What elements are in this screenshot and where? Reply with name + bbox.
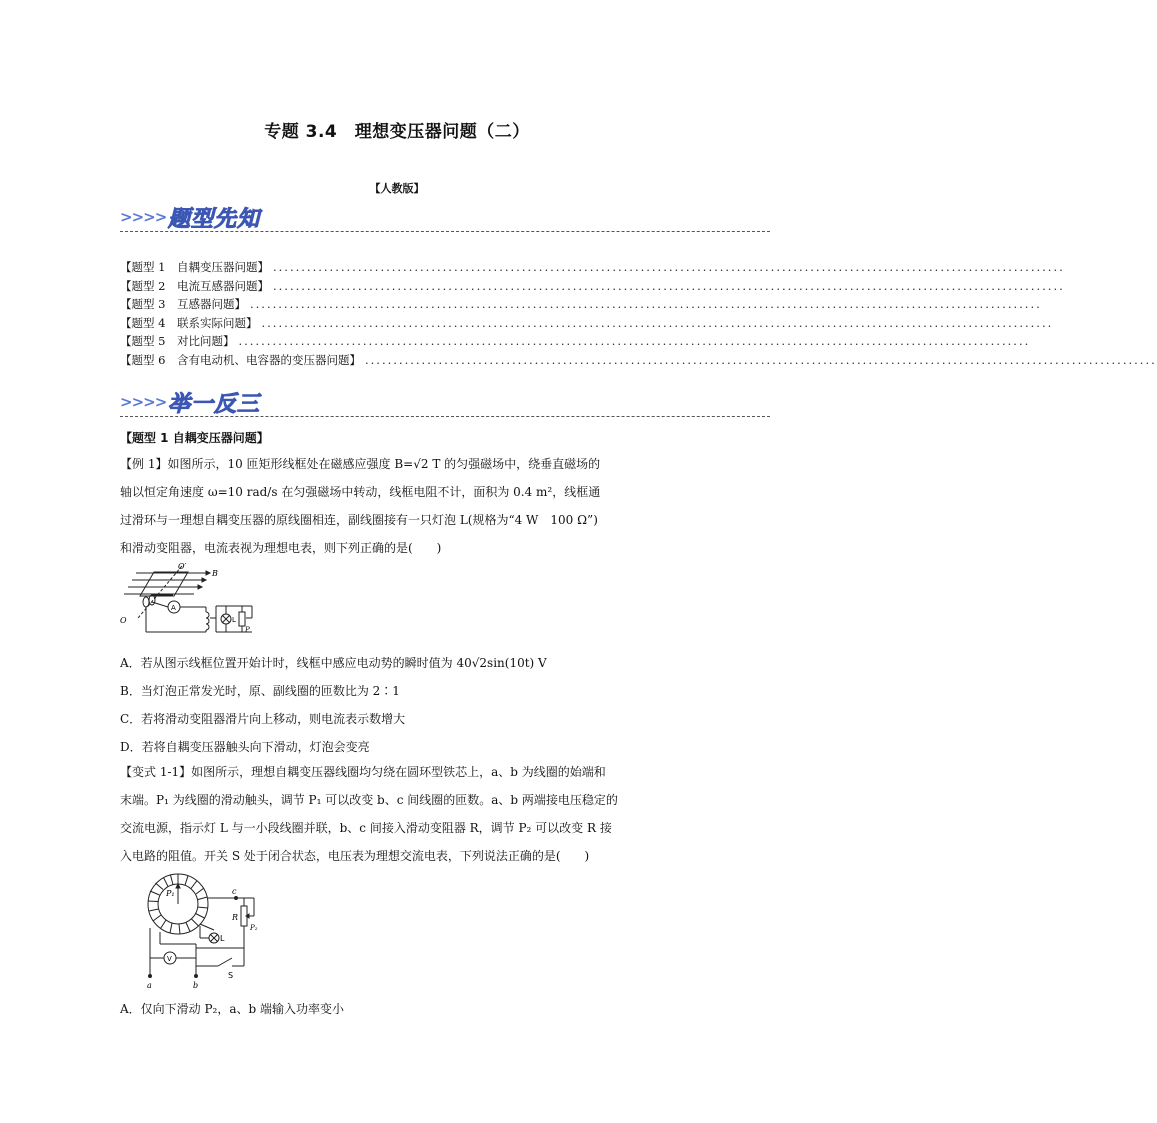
text-line: 入电路的阻值。开关 S 处于闭合状态，电压表为理想交流电表，下列说法正确的是( ) [120, 849, 590, 863]
text-line: 【变式 1-1】如图所示，理想自耦变压器线圈均匀绕在圆环型铁芯上，a、b 为线圈的始端和 [120, 765, 606, 779]
text-line: 【例 1】如图所示，10 匝矩形线框处在磁感应强度 B=√2 T 的匀强磁场中，绕垂直磁场的 [120, 457, 601, 471]
label-p2: P₂ [250, 924, 258, 932]
label-c: c [232, 887, 237, 896]
label-a: a [147, 981, 152, 990]
toc-item-label[interactable]: 【题型 4 联系实际问题】 [120, 315, 258, 330]
banner-arrows-icon: >>>> [120, 208, 167, 226]
option-d[interactable]: D．若将自耦变压器触头向下滑动，灯泡会变亮 [120, 740, 370, 754]
lamp-label: L [220, 934, 225, 943]
label-o-prime: O′ [178, 562, 187, 571]
edition-label: 【人教版】 [369, 182, 425, 195]
banner-arrows-icon: >>>> [120, 393, 167, 411]
toc-item-label[interactable]: 【题型 3 互感器问题】 [120, 297, 246, 312]
toc-item[interactable] [120, 278, 1065, 297]
option-c[interactable]: C．若将滑动变阻器滑片向上移动，则电流表示数增大 [120, 712, 406, 726]
toc-item-label[interactable]: 【题型 1 自耦变压器问题】 [120, 260, 269, 274]
label-r: R [232, 913, 239, 922]
label-b: b [193, 981, 199, 990]
page-title: 专题 3.4 理想变压器问题（二） [264, 122, 530, 142]
banner-divider [120, 416, 770, 417]
toc-item[interactable] [120, 352, 1157, 371]
toc-leader-dots: ............................................................................................................................................ [272, 278, 1065, 293]
label-p1: P₁ [166, 889, 175, 898]
table-of-contents [120, 259, 1157, 371]
banner-examples [120, 385, 770, 419]
banner-title: 题型先知 [168, 207, 261, 232]
example-1-text [120, 450, 680, 562]
banner-title: 举一反三 [168, 392, 261, 417]
toc-leader-dots: ............................................................................................................................................ [238, 334, 1031, 349]
lamp-label: L [232, 616, 236, 624]
toc-item-label[interactable]: 【题型 6 含有电动机、电容器的变压器问题】 [120, 352, 361, 367]
variant-1-1-text [120, 758, 680, 870]
banner-question-types [120, 200, 770, 234]
toc-item-label[interactable]: 【题型 5 对比问题】 [120, 334, 235, 349]
toc-leader-dots: ............................................................................................................................................ [249, 297, 1042, 312]
rheostat-label: P [245, 626, 250, 634]
option-a[interactable]: A．仅向下滑动 P₂，a、b 端输入功率变小 [120, 1002, 345, 1016]
section-heading: 【题型 1 自耦变压器问题】 [120, 431, 269, 445]
toc-item[interactable] [120, 315, 1054, 334]
text-line: 和滑动变阻器，电流表视为理想电表，则下列正确的是( ) [120, 541, 442, 555]
toc-item[interactable] [120, 333, 1031, 352]
toc-leader-dots: ............................................................................................................................................ [261, 315, 1054, 330]
generator-transformer-diagram [118, 562, 268, 640]
label-o: O [120, 616, 127, 625]
toc-item-label[interactable]: 【题型 2 电流互感器问题】 [120, 278, 269, 293]
option-b[interactable]: B．当灯泡正常发光时，原、副线圈的匝数比为 2∶1 [120, 684, 400, 698]
toc-item[interactable] [120, 296, 1042, 315]
toroidal-transformer-diagram [136, 866, 276, 992]
text-line: 过滑环与一理想自耦变压器的原线圈相连，副线圈接有一只灯泡 L(规格为“4 W 100 Ω”) [120, 513, 598, 527]
option-a[interactable]: A．若从图示线框位置开始计时，线框中感应电动势的瞬时值为 40√2sin(10t) V [120, 656, 547, 670]
voltmeter-label: V [167, 955, 172, 963]
toc-leader-dots: ............................................................................................................................................ [364, 352, 1157, 367]
text-line: 轴以恒定角速度 ω=10 rad/s 在匀强磁场中转动，线框电阻不计，面积为 0.4 m²，线框通 [120, 485, 601, 499]
text-line: 末端。P₁ 为线圈的滑动触头，调节 P₁ 可以改变 b、c 间线圈的匝数。a、b 两端接电压稳定的 [120, 793, 618, 807]
toc-leader-dots: ............................................................................................................................................ [272, 260, 1065, 274]
ammeter-label: A [171, 604, 176, 612]
toc-item[interactable] [120, 259, 1065, 278]
switch-label: S [228, 971, 234, 980]
text-line: 交流电源，指示灯 L 与一小段线圈并联，b、c 间接入滑动变阻器 R，调节 P₂ 可以改变 R 接 [120, 821, 612, 835]
label-b: B [212, 569, 218, 578]
banner-divider [120, 231, 770, 232]
